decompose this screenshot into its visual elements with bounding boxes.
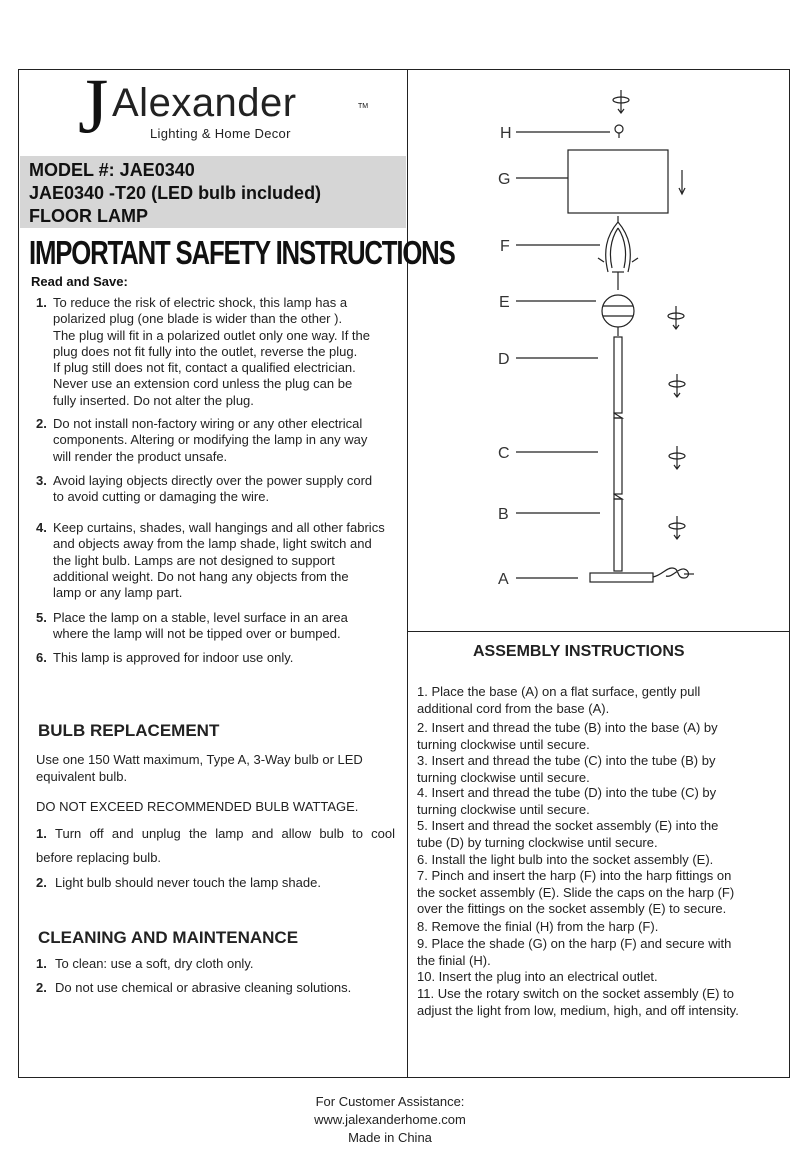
bulb-step-number: 2. xyxy=(36,875,47,890)
safety-item xyxy=(36,610,406,643)
finial-part xyxy=(615,125,623,138)
footer-website: www.jalexanderhome.com xyxy=(314,1112,466,1127)
footer-origin: Made in China xyxy=(348,1130,432,1145)
safety-item-number: 1. xyxy=(36,295,47,310)
rotate-icon xyxy=(669,446,685,469)
assembly-step: 1. Place the base (A) on a flat surface, gently pull additional cord from the base (A). xyxy=(417,684,701,716)
assembly-step: 9. Place the shade (G) on the harp (F) and secure with the finial (H). xyxy=(417,936,732,968)
assembly-step: 11. Use the rotary switch on the socket assembly (E) to adjust the light from low, medium, high, and off intensity. xyxy=(417,986,739,1018)
safety-item xyxy=(36,520,408,601)
assembly-step: 6. Install the light bulb into the socket assembly (E). xyxy=(417,852,714,867)
bulb-step-2: Light bulb should never touch the lamp shade. xyxy=(55,875,321,890)
assembly-step: 7. Pinch and insert the harp (F) into the harp fittings on the socket assembly (E). Slide the caps on the harp (F) over the fittings on the socket assembly (E) to secure. xyxy=(417,868,735,916)
safety-item-text: Place the lamp on a stable, level surface in an area where the lamp will not be tipped over or bumped. xyxy=(53,610,348,642)
socket-assembly-part xyxy=(602,295,634,336)
cleaning-step-number: 2. xyxy=(36,980,47,995)
bulb-step-1-cont: before replacing bulb. xyxy=(36,850,162,865)
logo-tagline: Lighting & Home Decor xyxy=(150,126,291,141)
safety-item-text: This lamp is approved for indoor use only. xyxy=(53,650,294,665)
rotate-icon xyxy=(669,374,685,397)
safety-item-number: 6. xyxy=(36,650,47,665)
brand-logo xyxy=(78,62,378,149)
tube-d-part xyxy=(614,337,622,418)
part-label-h: H xyxy=(500,125,512,142)
part-label-g: G xyxy=(498,171,511,188)
safety-title: IMPORTANT SAFETY INSTRUCTIONS xyxy=(29,234,455,271)
safety-item-number: 2. xyxy=(36,416,47,431)
cleaning-step-number: 1. xyxy=(36,956,47,971)
safety-item xyxy=(36,416,406,465)
rotate-icon xyxy=(613,90,629,113)
bulb-warning: DO NOT EXCEED RECOMMENDED BULB WATTAGE. xyxy=(36,799,359,814)
safety-item-number: 5. xyxy=(36,610,47,625)
safety-item-number: 4. xyxy=(36,520,47,535)
logo-name: Alexander xyxy=(112,81,297,125)
safety-item-text: Keep curtains, shades, wall hangings and all other fabrics and objects away from the lamp shade, light switch and the light bulb. Lamps are not designed to support additional weight. Do not hang any objects from the lamp or any lamp part. xyxy=(53,520,385,601)
bulb-intro: Use one 150 Watt maximum, Type A, 3-Way bulb or LED equivalent bulb. xyxy=(36,752,363,784)
safety-item-text: To reduce the risk of electric shock, this lamp has a polarized plug (one blade is wider than the other ). The plug will fit in a polarized outlet only one way. If the plug does not fit fully into the outlet, reverse the plug. If plug still does not fit, contact a qualified electrician. Never use an extension cord unless the plug can be fully inserted. Do not alter the plug. xyxy=(53,295,370,408)
bulb-step-1: Turn off and unplug the lamp and allow bulb to cool xyxy=(55,826,395,841)
assembly-step: 4. Insert and thread the tube (D) into the tube (C) by turning clockwise until secure. xyxy=(417,785,717,817)
bulb-title: BULB REPLACEMENT xyxy=(38,721,220,740)
safety-item-number: 3. xyxy=(36,473,47,488)
tube-c-part xyxy=(614,418,622,499)
model-number: MODEL #: JAE0340 xyxy=(29,160,195,180)
safety-item xyxy=(36,650,406,666)
assembly-title: ASSEMBLY INSTRUCTIONS xyxy=(473,643,685,660)
footer-assistance: For Customer Assistance: xyxy=(315,1094,465,1109)
safety-item xyxy=(36,473,406,506)
assembly-step: 2. Insert and thread the tube (B) into the base (A) by turning clockwise until secure. xyxy=(417,720,718,752)
safety-item-text: Avoid laying objects directly over the power supply cord to avoid cutting or damaging the wire. xyxy=(53,473,373,505)
model-variant: JAE0340 -T20 (LED bulb included) xyxy=(29,183,322,203)
assembly-step: 5. Insert and thread the socket assembly (E) into the tube (D) by turning clockwise until secure. xyxy=(417,818,719,850)
shade-part xyxy=(568,150,668,213)
tube-b-part xyxy=(614,499,622,571)
lamp-exploded-diagram xyxy=(408,70,788,630)
part-label-c: C xyxy=(498,445,510,462)
harp-part xyxy=(598,216,638,290)
part-label-a: A xyxy=(498,571,509,588)
part-label-d: D xyxy=(498,351,510,368)
rotate-icon xyxy=(669,516,685,539)
cleaning-title: CLEANING AND MAINTENANCE xyxy=(38,928,299,947)
logo-initial: J xyxy=(78,62,109,149)
assembly-step: 10. Insert the plug into an electrical outlet. xyxy=(417,969,658,984)
bulb-step-number: 1. xyxy=(36,826,47,841)
product-type: FLOOR LAMP xyxy=(29,206,148,226)
cleaning-step-2: Do not use chemical or abrasive cleaning solutions. xyxy=(55,980,352,995)
base-part xyxy=(590,568,694,582)
right-panel-divider xyxy=(407,631,790,632)
assembly-step: 8. Remove the finial (H) from the harp (F). xyxy=(417,919,659,934)
rotate-icon xyxy=(668,306,684,329)
cleaning-step-1: To clean: use a soft, dry cloth only. xyxy=(55,956,254,971)
assembly-step: 3. Insert and thread the tube (C) into the tube (B) by turning clockwise until secure. xyxy=(417,753,716,785)
part-label-b: B xyxy=(498,506,509,523)
safety-item-text: Do not install non-factory wiring or any other electrical components. Altering or modifying the lamp in any way will render the product unsafe. xyxy=(53,416,368,464)
logo-trademark: TM xyxy=(358,103,369,110)
down-arrow-icon xyxy=(679,170,685,194)
read-save-label: Read and Save: xyxy=(31,274,128,289)
part-label-f: F xyxy=(500,238,510,255)
safety-item xyxy=(36,295,406,409)
part-label-e: E xyxy=(499,294,510,311)
